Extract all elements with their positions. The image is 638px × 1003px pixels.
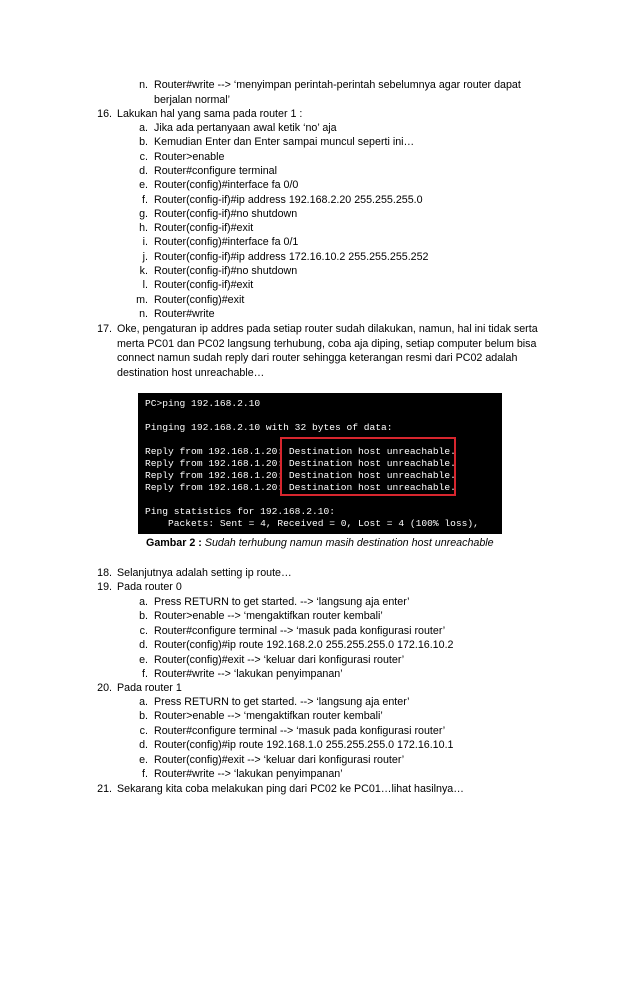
item-text: Router#configure terminal --> ‘masuk pada konfigurasi router’ — [154, 624, 446, 637]
step-text-line: connect namun sudah reply dari router sehingga keterangan resmi dari PC02 adalah — [117, 352, 518, 364]
item-marker: h. — [139, 222, 148, 235]
item-marker: c. — [139, 624, 148, 637]
caption-text: Sudah terhubung namun masih destination host unreachable — [204, 537, 494, 549]
terminal-line: Packets: Sent = 4, Received = 0, Lost = 4 (100% loss), — [145, 518, 479, 529]
item-text: Router(config)#exit --> ‘keluar dari konfigurasi router’ — [154, 653, 405, 666]
step-text: Pada router 0 — [117, 581, 182, 593]
item-text: Router(config-if)#no shutdown — [154, 207, 298, 220]
step-text-line: merta PC01 dan PC02 langsung terhubung, coba aja diping, setiap computer belum bisa — [117, 338, 537, 350]
item-text: Router#write --> ‘lakukan penyimpanan’ — [154, 668, 343, 680]
item-text: Router(config)#ip route 192.168.1.0 255.255.255.0 172.16.10.1 — [154, 739, 454, 752]
item-marker: f. — [142, 668, 148, 680]
item-text: Router(config)#ip route 192.168.2.0 255.255.255.0 172.16.10.2 — [154, 639, 454, 652]
item-text: Router(config-if)#ip address 192.168.2.20 255.255.255.0 — [154, 193, 423, 206]
item-marker: d. — [139, 639, 148, 652]
item-text: Router#configure terminal — [154, 164, 277, 177]
terminal-line: PC>ping 192.168.2.10 — [145, 398, 261, 409]
item-text: Router(config)#exit --> ‘keluar dari konfigurasi router’ — [154, 753, 405, 766]
item-text: Router(config-if)#exit — [154, 222, 254, 235]
item-marker: e. — [139, 653, 148, 666]
step-text-line: destination host unreachable… — [117, 367, 265, 379]
item-marker: e. — [139, 179, 148, 192]
item-text: Kemudian Enter dan Enter sampai muncul seperti ini… — [154, 136, 415, 149]
item-marker: b. — [139, 136, 148, 149]
terminal-line: Ping statistics for 192.168.2.10: — [145, 506, 335, 517]
terminal-screenshot — [138, 393, 502, 534]
figure-caption — [146, 536, 494, 550]
highlight-box — [280, 437, 456, 496]
item-marker: d. — [139, 739, 148, 752]
item-text: Router#write --> ‘lakukan penyimpanan’ — [154, 768, 343, 780]
terminal-line: Pinging 192.168.2.10 with 32 bytes of data: — [145, 422, 393, 433]
item-marker: b. — [139, 710, 148, 723]
item-text: Router(config-if)#ip address 172.16.10.2 255.255.255.252 — [154, 250, 429, 263]
terminal-line: Reply from 192.168.1.20: Destination host unreachable. — [145, 458, 456, 469]
item-text: Router#write --> ‘menyimpan perintah-perintah sebelumnya agar router dapat — [154, 79, 521, 91]
item-marker: a. — [139, 696, 148, 708]
item-marker: e. — [139, 753, 148, 766]
item-text: Router>enable --> ‘mengaktifkan router kembali’ — [154, 610, 383, 623]
item-marker: a. — [139, 122, 148, 134]
step-number: 18. — [97, 567, 112, 579]
terminal-line: Reply from 192.168.1.20: Destination host unreachable. — [145, 482, 456, 493]
item-marker: j. — [142, 250, 148, 263]
item-marker: n. — [139, 79, 148, 91]
step-text: Pada router 1 — [117, 682, 182, 694]
item-text: Jika ada pertanyaan awal ketik ‘no’ aja — [154, 122, 337, 134]
item-marker: f. — [142, 768, 148, 780]
caption-label: Gambar 2 : — [146, 537, 202, 549]
step-text: Lakukan hal yang sama pada router 1 : — [117, 108, 303, 120]
item-marker: c. — [139, 150, 148, 163]
item-marker: l. — [142, 279, 148, 292]
item-text: Press RETURN to get started. --> ‘langsung aja enter’ — [154, 696, 410, 708]
step-number: 19. — [97, 581, 112, 593]
item-text: Router(config)#exit — [154, 293, 245, 306]
item-marker: b. — [139, 610, 148, 623]
item-marker: g. — [139, 207, 148, 220]
item-marker: m. — [136, 293, 148, 306]
item-marker: k. — [139, 265, 148, 277]
item-text: Router(config)#interface fa 0/1 — [154, 236, 299, 249]
item-marker: c. — [139, 724, 148, 737]
item-marker: d. — [139, 164, 148, 177]
step-number: 20. — [97, 682, 112, 694]
terminal-line: Reply from 192.168.1.20: Destination host unreachable. — [145, 470, 456, 481]
item-text: berjalan normal’ — [154, 94, 231, 106]
item-text: Router(config-if)#exit — [154, 279, 254, 292]
item-text: Router#configure terminal --> ‘masuk pada konfigurasi router’ — [154, 724, 446, 737]
step-number: 21. — [97, 783, 112, 795]
step-text-line: Oke, pengaturan ip addres pada setiap router sudah dilakukan, namun, hal ini tidak serta — [117, 323, 538, 335]
terminal-line: Reply from 192.168.1.20: Destination host unreachable. — [145, 446, 456, 457]
item-marker: n. — [139, 307, 148, 320]
item-text: Router>enable — [154, 150, 225, 163]
step-number: 16. — [97, 108, 112, 120]
step-text: Selanjutnya adalah setting ip route… — [117, 567, 292, 579]
item-text: Router(config-if)#no shutdown — [154, 265, 298, 277]
item-marker: a. — [139, 596, 148, 608]
step-text: Sekarang kita coba melakukan ping dari PC02 ke PC01…lihat hasilnya… — [117, 783, 464, 795]
item-marker: i. — [142, 236, 148, 249]
item-text: Router>enable --> ‘mengaktifkan router kembali’ — [154, 710, 383, 723]
step-number: 17. — [97, 323, 112, 335]
item-text: Router#write — [154, 307, 215, 320]
item-text: Router(config)#interface fa 0/0 — [154, 179, 299, 192]
item-marker: f. — [142, 193, 148, 206]
item-text: Press RETURN to get started. --> ‘langsung aja enter’ — [154, 596, 410, 608]
